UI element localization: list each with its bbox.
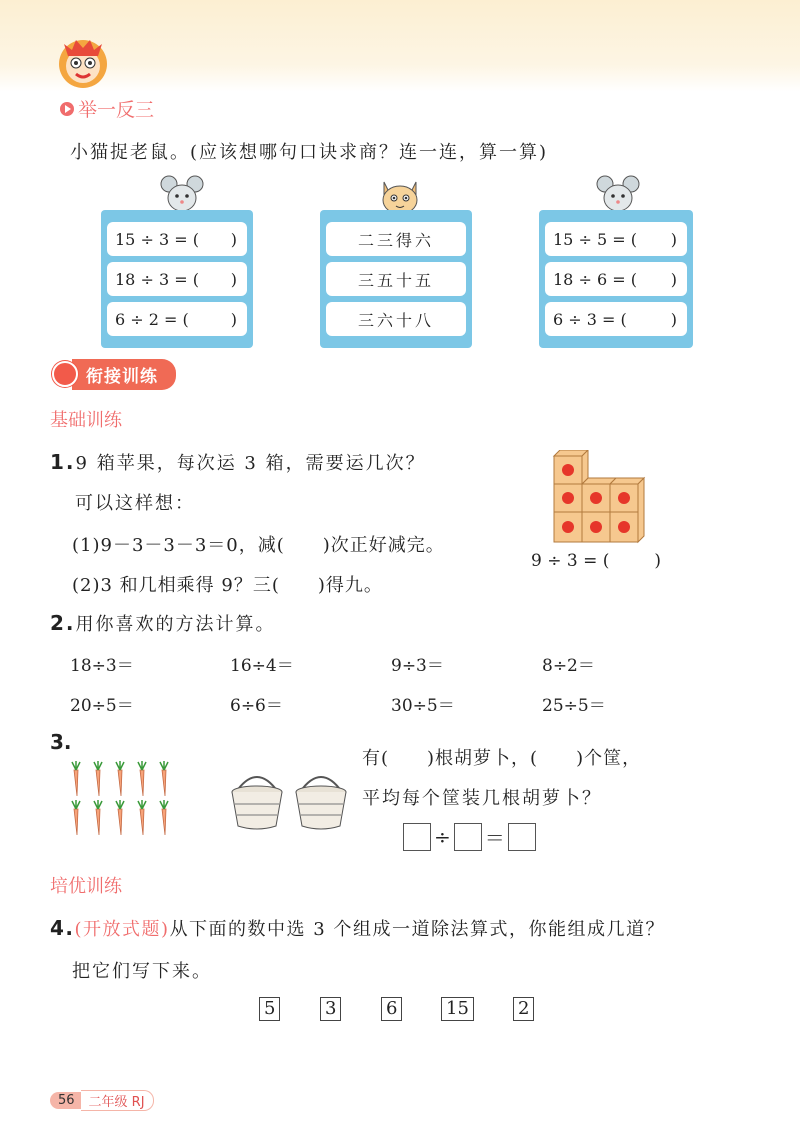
q2-number: 2. — [50, 611, 76, 635]
rhyme-item[interactable]: 二三得六 — [326, 222, 466, 256]
q1-equation[interactable]: 9 ÷ 3 = ( ) — [531, 551, 661, 571]
right-item[interactable]: 6 ÷ 3 = ( ) — [545, 302, 687, 336]
q2-cell[interactable]: 16÷4＝ — [230, 656, 294, 676]
apple-boxes-image — [548, 450, 648, 546]
left-item[interactable]: 15 ÷ 3 = ( ) — [107, 222, 247, 256]
q1-sub1[interactable]: (1)9－3－3－3＝0，减( )次正好减完。 — [72, 535, 445, 556]
section-title-label: 举一反三 — [78, 99, 155, 121]
q3-line2: 平均每个筐装几根胡萝卜？ — [362, 788, 602, 809]
rhyme-item[interactable]: 三六十八 — [326, 302, 466, 336]
q1-number: 1. — [50, 450, 76, 474]
basic-title: 基础训练 — [50, 410, 122, 431]
q3-line1[interactable]: 有( )根胡萝卜，( )个筐， — [362, 748, 642, 769]
number-card: 6 — [381, 997, 402, 1021]
left-box — [101, 210, 253, 348]
q1 — [50, 449, 426, 475]
q2-cell[interactable]: 8÷2＝ — [542, 656, 595, 676]
advanced-title: 培优训练 — [50, 876, 122, 897]
carrots-image — [66, 760, 182, 840]
header-band — [0, 0, 800, 92]
q3-equation — [403, 822, 536, 851]
q2-cell[interactable]: 25÷5＝ — [542, 696, 606, 716]
mouse-icon — [160, 174, 204, 214]
left-item[interactable]: 6 ÷ 2 = ( ) — [107, 302, 247, 336]
mascot-icon — [52, 30, 114, 92]
middle-box — [320, 210, 472, 348]
q1-sub2[interactable]: (2)3 和几相乘得 9？三( )得九。 — [72, 575, 383, 596]
q4-text: 从下面的数中选 3 个组成一道除法算式，你能组成几道？ — [169, 919, 665, 940]
grade-label: 二年级 RJ — [81, 1090, 154, 1111]
number-card: 15 — [441, 997, 474, 1021]
q1-text: 9 箱苹果，每次运 3 箱，需要运几次？ — [75, 453, 426, 474]
answer-box[interactable] — [403, 823, 431, 851]
number-card: 2 — [513, 997, 534, 1021]
right-item[interactable]: 15 ÷ 5 = ( ) — [545, 222, 687, 256]
right-item[interactable]: 18 ÷ 6 = ( ) — [545, 262, 687, 296]
q2-cell[interactable]: 20÷5＝ — [70, 696, 134, 716]
equals-sign: ＝ — [484, 826, 505, 850]
q2-cell[interactable]: 9÷3＝ — [391, 656, 444, 676]
divide-sign: ÷ — [434, 824, 451, 849]
play-icon — [60, 102, 74, 116]
drum-icon — [52, 361, 78, 387]
q2-text: 用你喜欢的方法计算。 — [75, 614, 276, 635]
basket-icon — [228, 770, 286, 832]
q4-number: 4. — [50, 916, 75, 940]
section-title — [60, 95, 154, 122]
right-box — [539, 210, 693, 348]
number-card: 3 — [320, 997, 341, 1021]
page-number: 56 — [50, 1092, 81, 1109]
q4-text2: 把它们写下来。 — [72, 961, 212, 982]
q2 — [50, 610, 276, 636]
q2-cell[interactable]: 6÷6＝ — [230, 696, 283, 716]
answer-box[interactable] — [508, 823, 536, 851]
number-card: 5 — [259, 997, 280, 1021]
intro-text: 小猫捉老鼠。(应该想哪句口诀求商？连一连，算一算) — [70, 142, 549, 163]
answer-box[interactable] — [454, 823, 482, 851]
basket-icon — [292, 770, 350, 832]
page-footer — [50, 1090, 154, 1111]
q1-hint: 可以这样想： — [75, 493, 195, 514]
rhyme-item[interactable]: 三五十五 — [326, 262, 466, 296]
q3-number: 3. — [50, 730, 72, 754]
banner-label: 衔接训练 — [72, 359, 176, 390]
q2-cell[interactable]: 30÷5＝ — [391, 696, 455, 716]
q4-tag: (开放式题) — [74, 919, 170, 940]
q2-cell[interactable]: 18÷3＝ — [70, 656, 134, 676]
q4 — [50, 915, 665, 941]
left-item[interactable]: 18 ÷ 3 = ( ) — [107, 262, 247, 296]
mouse-icon — [596, 174, 640, 214]
training-banner — [52, 359, 176, 389]
